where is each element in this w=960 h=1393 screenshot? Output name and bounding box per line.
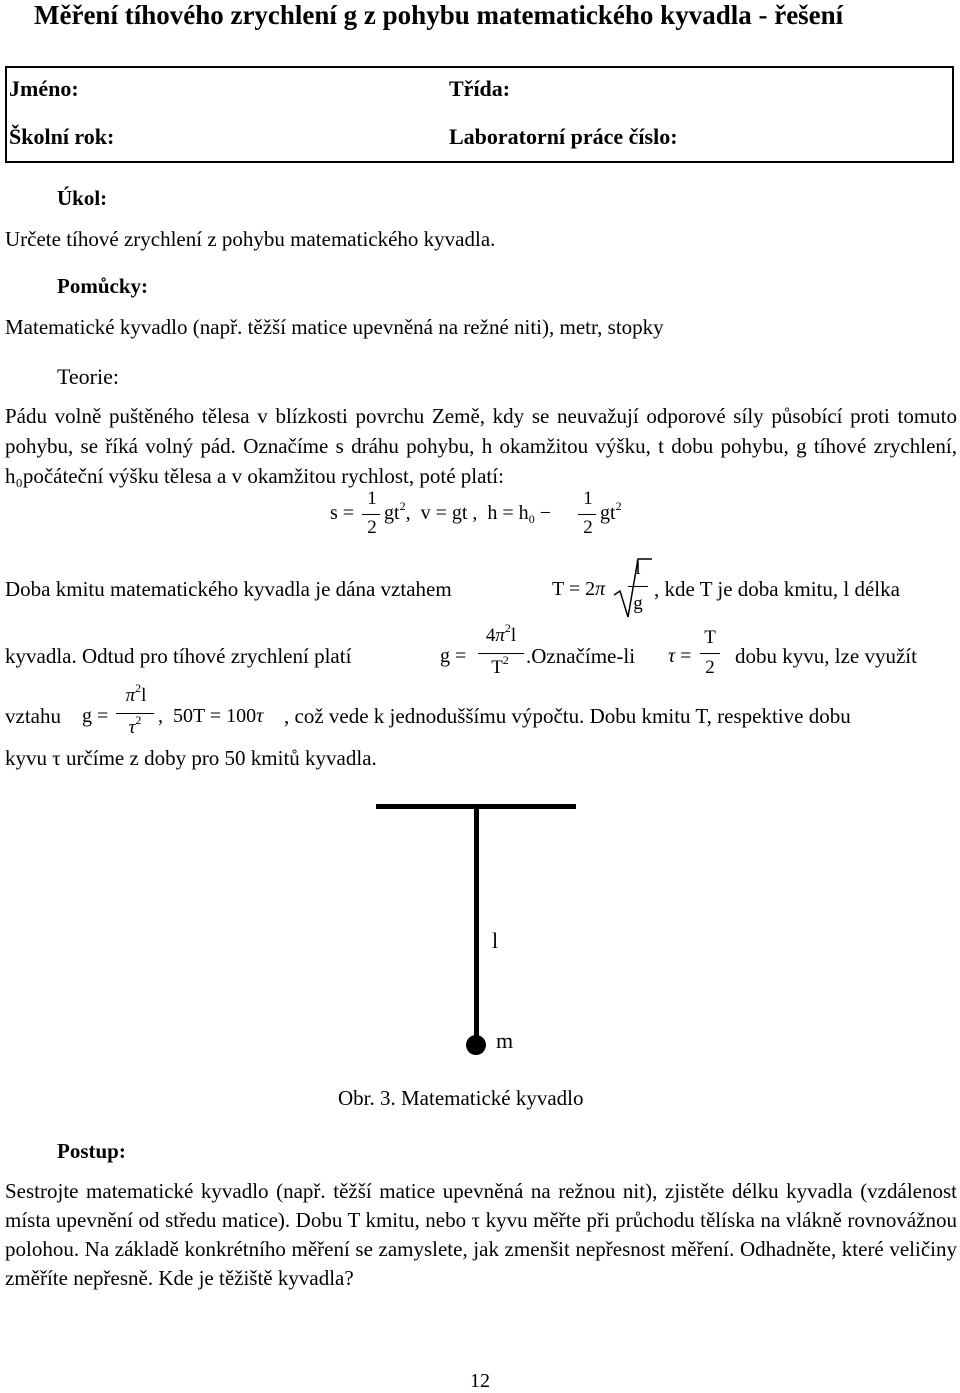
procedure-heading: Postup:	[57, 1139, 126, 1163]
tau-sentence-end: dobu kyvu, lze využít	[735, 644, 917, 668]
tools-heading: Pomůcky:	[57, 274, 148, 298]
class-label: Třída:	[449, 76, 511, 101]
gravity-sentence-start: kyvadla. Odtud pro tíhové zrychlení platí	[5, 644, 352, 668]
tools-text: Matematické kyvadlo (např. těžší matice upevněná na režné niti), metr, stopky	[5, 315, 664, 339]
theory-paragraph: Pádu volně puštěného tělesa v blízkosti povrchu Země, kdy se neuvažují odporové síly působící proti tomuto pohybu, se říká volný pád. Označíme s dráhu pohybu, h okamžitou výšku, t dobu pohybu, g tíhové zrychlení, h₀počáteční výšku tělesa a v okamžitou rychlost, poté platí:	[5, 404, 957, 488]
school-year-label: Školní rok:	[9, 124, 115, 149]
procedure-text: Sestrojte matematické kyvadlo (např. těžší matice upevněná na režnou nit), zjistěte délku kyvadla (vzdálenost místa upevnění od středu matice). Dobu T kmitu, nebo τ kyvu měřte při průchodu tělíska na vlákně rovnovážnou polohou. Na základě konkrétního měření se zamyslete, jak zmenšit nepřesnost měření. Odhadněte, které veličiny změříte nepřesně. Kde je těžiště kyvadla?	[5, 1179, 957, 1290]
tau-sentence-start: .Označíme-li	[526, 644, 636, 668]
pendulum-bob	[466, 1035, 486, 1055]
page-title: Měření tíhového zrychlení g z pohybu matematického kyvadla - řešení	[34, 0, 844, 30]
period-sentence-end: , kde T je doba kmitu, l délka	[654, 577, 900, 601]
theory-last-line: kyvu τ určíme z doby pro 50 kmitů kyvadla.	[5, 746, 377, 770]
name-label: Jméno:	[9, 76, 79, 101]
period-sentence-start: Doba kmitu matematického kyvadla je dána vztahem	[5, 577, 452, 601]
pendulum-string	[474, 809, 479, 1041]
task-text: Určete tíhové zrychlení z pohybu matematického kyvadla.	[5, 227, 496, 251]
length-label: l	[492, 928, 499, 953]
relation-sentence-end: , což vede k jednoduššímu výpočtu. Dobu kmitu T, respektive dobu	[284, 704, 851, 728]
pendulum-figure	[320, 790, 640, 1070]
relation-sentence-start: vztahu	[5, 704, 61, 728]
pendulum-diagram	[320, 790, 640, 1070]
task-heading: Úkol:	[57, 186, 108, 210]
page-number: 12	[470, 1370, 490, 1392]
figure-caption: Obr. 3. Matematické kyvadlo	[338, 1086, 584, 1110]
lab-number-label: Laboratorní práce číslo:	[449, 124, 678, 149]
theory-heading: Teorie:	[57, 364, 119, 389]
mass-label: m	[496, 1028, 514, 1053]
pendulum-support	[376, 804, 576, 809]
